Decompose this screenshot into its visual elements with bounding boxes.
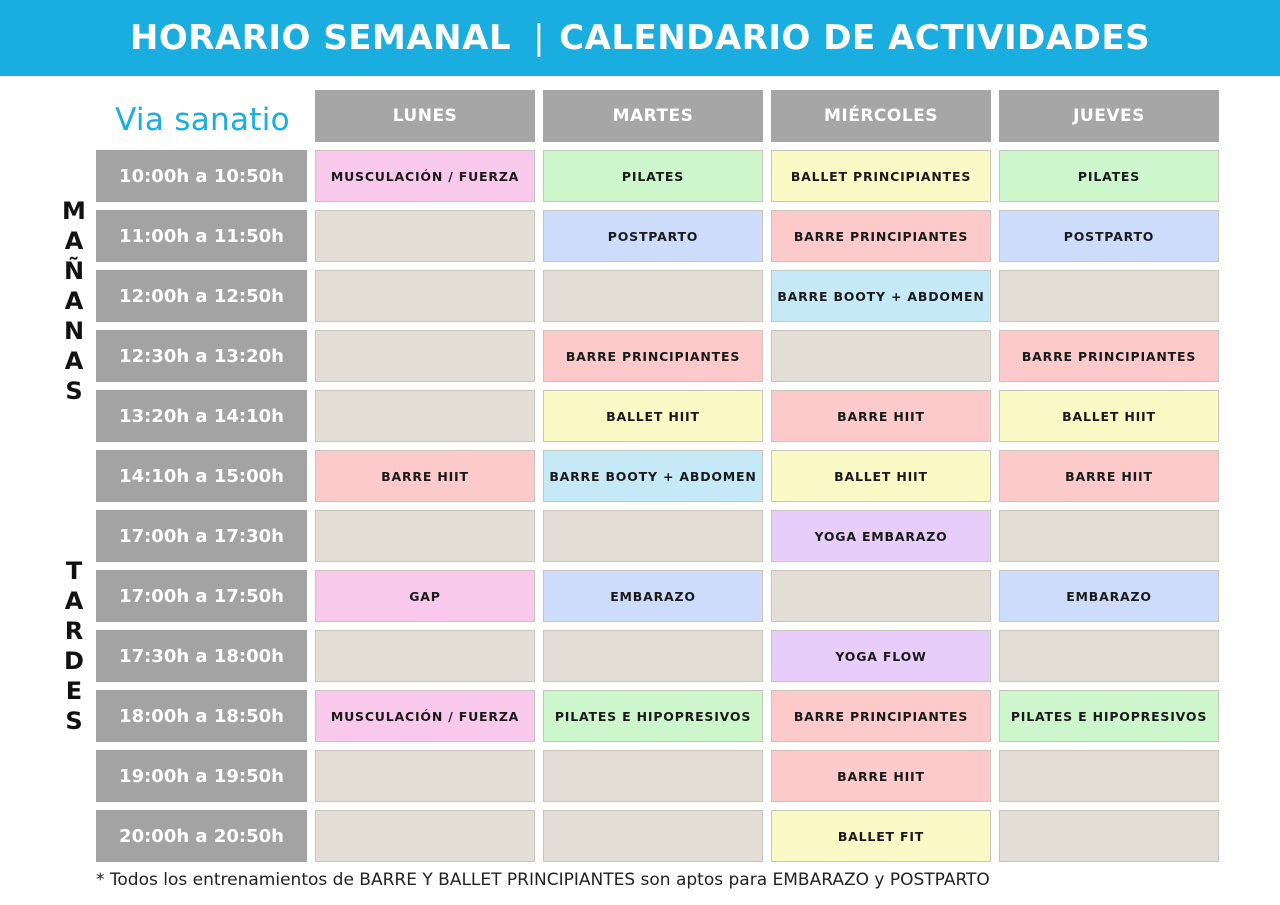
side-letter: E — [65, 677, 83, 705]
side-letter: S — [65, 707, 83, 735]
activity-cell-miercoles: BALLET PRINCIPIANTES — [771, 150, 991, 202]
page-header — [0, 0, 1280, 76]
activity-cell-miercoles: YOGA EMBARAZO — [771, 510, 991, 562]
activity-cell-lunes: MUSCULACIÓN / FUERZA — [315, 150, 535, 202]
empty-cell-lunes — [315, 510, 535, 562]
time-slot: 17:30h a 18:00h — [96, 630, 307, 682]
side-letter: A — [64, 227, 84, 255]
via-sanatio-logo: Via sanatio — [115, 102, 290, 138]
activity-cell-miercoles: BARRE BOOTY + ABDOMEN — [771, 270, 991, 322]
time-slot: 12:00h a 12:50h — [96, 270, 307, 322]
header-title-right: CALENDARIO DE ACTIVIDADES — [559, 18, 1151, 58]
activity-cell-martes: EMBARAZO — [543, 570, 763, 622]
activity-cell-jueves: BALLET HIIT — [999, 390, 1219, 442]
activity-cell-martes: BARRE BOOTY + ABDOMEN — [543, 450, 763, 502]
time-slot: 19:00h a 19:50h — [96, 750, 307, 802]
side-letter: D — [64, 647, 84, 675]
activity-cell-jueves: BARRE PRINCIPIANTES — [999, 330, 1219, 382]
activity-cell-miercoles: BARRE PRINCIPIANTES — [771, 210, 991, 262]
side-letter: A — [64, 347, 84, 375]
activity-cell-lunes: BARRE HIIT — [315, 450, 535, 502]
activity-cell-miercoles: YOGA FLOW — [771, 630, 991, 682]
time-slot: 18:00h a 18:50h — [96, 690, 307, 742]
footnote: * Todos los entrenamientos de BARRE Y BALLET PRINCIPIANTES son aptos para EMBARAZO y POSTPARTO — [96, 870, 990, 890]
activity-cell-miercoles: BARRE PRINCIPIANTES — [771, 690, 991, 742]
activity-cell-lunes: GAP — [315, 570, 535, 622]
activity-cell-miercoles: BALLET FIT — [771, 810, 991, 862]
activity-cell-martes: PILATES E HIPOPRESIVOS — [543, 690, 763, 742]
activity-cell-jueves: POSTPARTO — [999, 210, 1219, 262]
empty-cell-jueves — [999, 810, 1219, 862]
empty-cell-lunes — [315, 330, 535, 382]
activity-cell-lunes: MUSCULACIÓN / FUERZA — [315, 690, 535, 742]
side-label-tardes — [56, 556, 92, 736]
activity-cell-miercoles: BARRE HIIT — [771, 750, 991, 802]
empty-cell-jueves — [999, 630, 1219, 682]
activity-cell-martes: POSTPARTO — [543, 210, 763, 262]
activity-cell-jueves: EMBARAZO — [999, 570, 1219, 622]
time-slot: 13:20h a 14:10h — [96, 390, 307, 442]
time-slot: 17:00h a 17:50h — [96, 570, 307, 622]
header-separator: | — [533, 18, 546, 58]
activity-cell-miercoles: BARRE HIIT — [771, 390, 991, 442]
activity-cell-jueves: BARRE HIIT — [999, 450, 1219, 502]
time-slot: 10:00h a 10:50h — [96, 150, 307, 202]
side-letter: R — [64, 617, 84, 645]
activity-cell-martes: PILATES — [543, 150, 763, 202]
empty-cell-martes — [543, 630, 763, 682]
time-slot: 20:00h a 20:50h — [96, 810, 307, 862]
activity-cell-martes: BARRE PRINCIPIANTES — [543, 330, 763, 382]
side-letter: S — [65, 377, 83, 405]
empty-cell-martes — [543, 270, 763, 322]
header-title-left: HORARIO SEMANAL — [129, 18, 512, 58]
side-letter: T — [65, 557, 83, 585]
side-letter: M — [62, 197, 86, 225]
empty-cell-martes — [543, 750, 763, 802]
empty-cell-miercoles — [771, 330, 991, 382]
schedule-grid — [96, 90, 1219, 862]
empty-cell-miercoles — [771, 570, 991, 622]
side-label-mananas — [56, 196, 92, 406]
side-letter: N — [63, 317, 85, 345]
empty-cell-lunes — [315, 390, 535, 442]
side-letter: A — [64, 587, 84, 615]
activity-cell-miercoles: BALLET HIIT — [771, 450, 991, 502]
empty-cell-lunes — [315, 270, 535, 322]
day-header-lunes: LUNES — [315, 90, 535, 142]
side-letter: A — [64, 287, 84, 315]
day-header-jueves: JUEVES — [999, 90, 1219, 142]
empty-cell-lunes — [315, 630, 535, 682]
side-letter: Ñ — [63, 257, 85, 285]
time-slot: 11:00h a 11:50h — [96, 210, 307, 262]
activity-cell-jueves: PILATES — [999, 150, 1219, 202]
empty-cell-jueves — [999, 750, 1219, 802]
time-slot: 12:30h a 13:20h — [96, 330, 307, 382]
empty-cell-jueves — [999, 270, 1219, 322]
empty-cell-martes — [543, 810, 763, 862]
empty-cell-jueves — [999, 510, 1219, 562]
time-slot: 14:10h a 15:00h — [96, 450, 307, 502]
time-slot: 17:00h a 17:30h — [96, 510, 307, 562]
activity-cell-martes: BALLET HIIT — [543, 390, 763, 442]
empty-cell-lunes — [315, 810, 535, 862]
empty-cell-martes — [543, 510, 763, 562]
day-header-miercoles: MIÉRCOLES — [771, 90, 991, 142]
day-header-martes: MARTES — [543, 90, 763, 142]
activity-cell-jueves: PILATES E HIPOPRESIVOS — [999, 690, 1219, 742]
empty-cell-lunes — [315, 210, 535, 262]
empty-cell-lunes — [315, 750, 535, 802]
grid-corner — [96, 90, 307, 142]
